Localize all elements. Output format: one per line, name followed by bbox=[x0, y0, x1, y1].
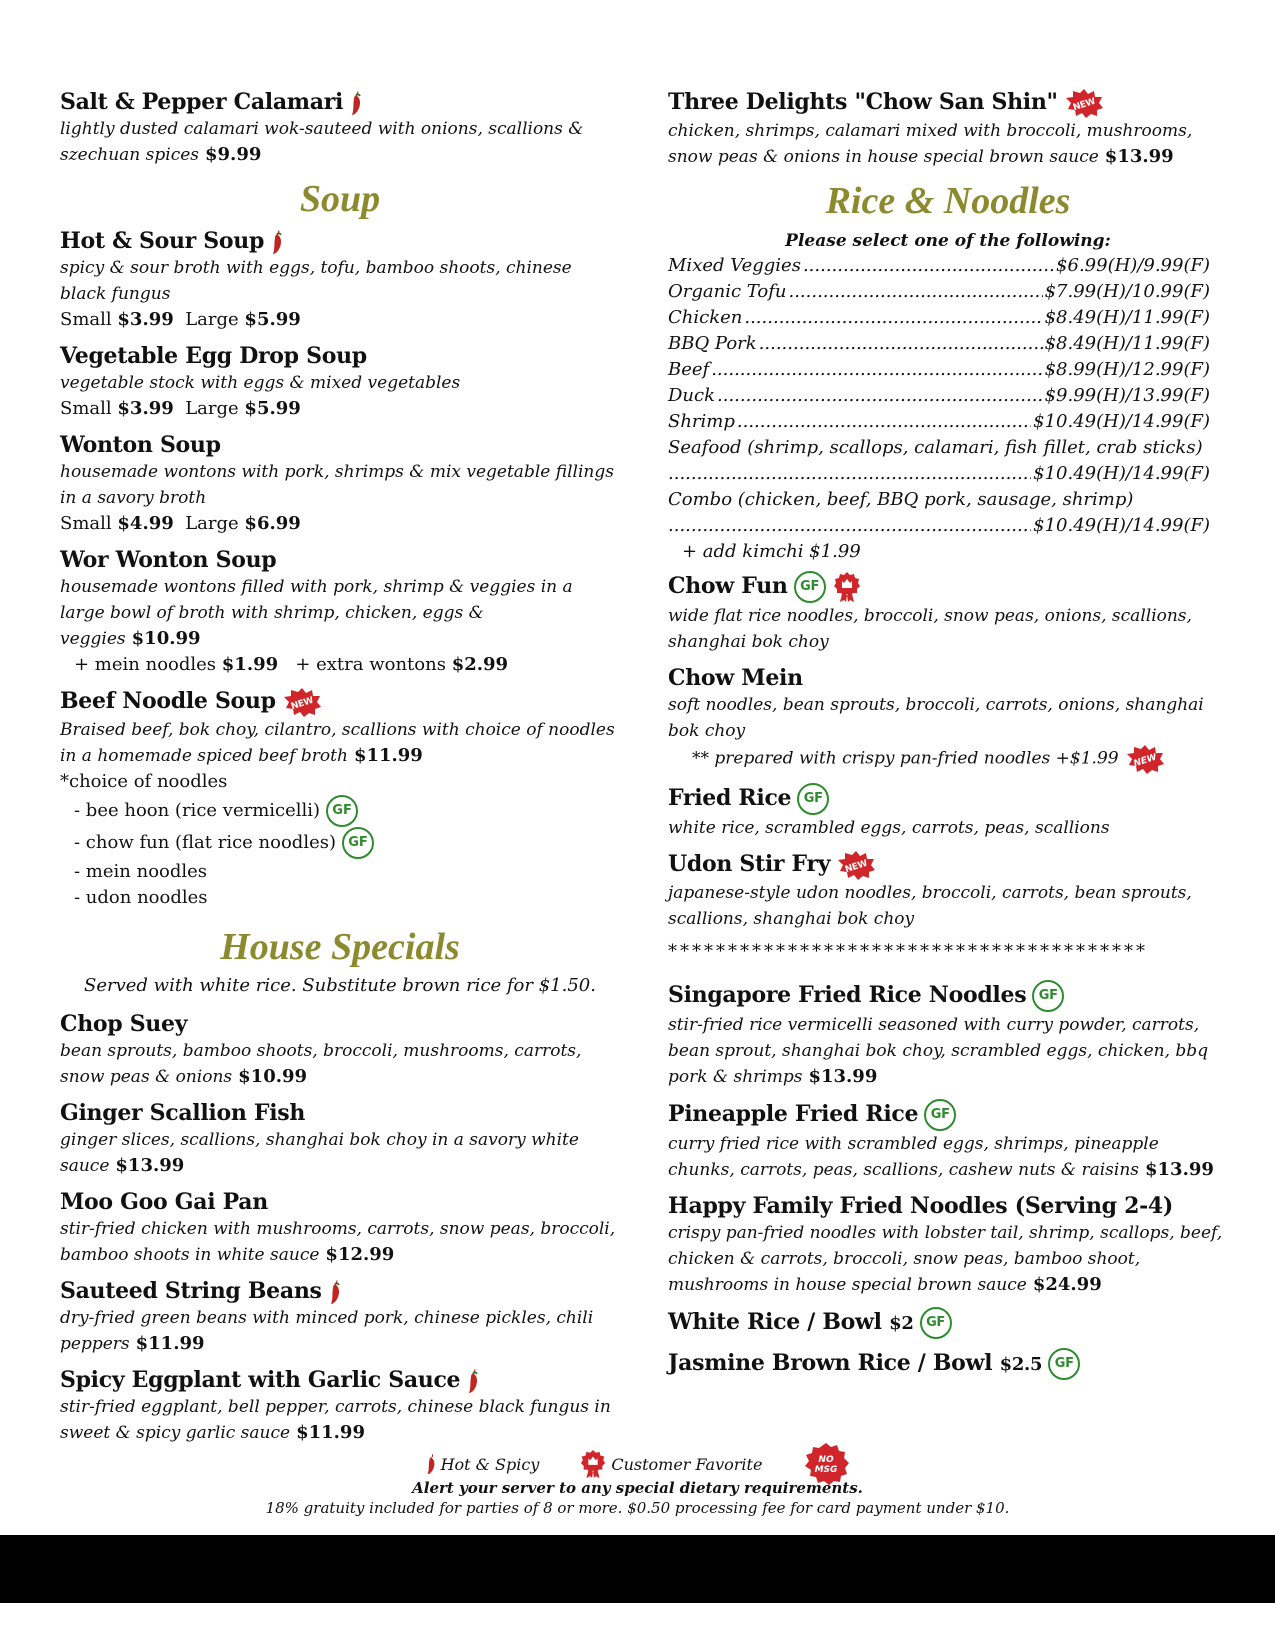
item-name: Three Delights "Chow San Shin" bbox=[668, 89, 1058, 115]
gluten-free-icon: GF bbox=[326, 795, 358, 827]
new-badge-icon bbox=[836, 850, 876, 880]
protein-price-list bbox=[668, 253, 1228, 565]
item-description: wide flat rice noodles, broccoli, snow peas, onions, scallions, shanghai bok choy bbox=[668, 606, 1192, 652]
gluten-free-icon: GF bbox=[920, 1307, 952, 1339]
item-price: $11.99 bbox=[353, 745, 423, 766]
protein-row: ..... $10.49(H)/14.99(F) bbox=[668, 461, 1210, 487]
item-description: housemade wontons with pork, shrimps & mix vegetable fillings in a savory broth bbox=[60, 462, 614, 508]
protein-row: Mixed Veggies ..... $6.99(H)/9.99(F) bbox=[668, 253, 1210, 279]
protein-row-label: Seafood (shrimp, scallops, calamari, fish fillet, crab sticks) bbox=[668, 437, 1203, 458]
item-name: Pineapple Fried Rice bbox=[668, 1101, 919, 1127]
item-name: Singapore Fried Rice Noodles bbox=[668, 982, 1027, 1008]
item-price: $10.99 bbox=[131, 628, 201, 649]
menu-item bbox=[60, 1099, 620, 1179]
item-price: $9.99 bbox=[205, 144, 262, 165]
gluten-free-icon: GF bbox=[797, 783, 829, 815]
svg-text:MSG: MSG bbox=[815, 1465, 838, 1475]
svg-text:NO: NO bbox=[818, 1455, 835, 1465]
legend-spicy-label: Hot & Spicy bbox=[440, 1454, 540, 1474]
menu-item bbox=[60, 88, 620, 168]
customer-favorite-icon bbox=[579, 1449, 607, 1479]
item-extra: ** prepared with crispy pan-fried noodles +$1.99 NEW bbox=[668, 744, 1228, 774]
svg-text:NEW: NEW bbox=[1132, 752, 1158, 770]
protein-row: Beef ..... $8.99(H)/12.99(F) bbox=[668, 357, 1210, 383]
item-description: ginger slices, scallions, shanghai bok choy in a savory white sauce bbox=[60, 1130, 579, 1176]
size-prices: Small $3.99 Large $5.99 bbox=[60, 309, 301, 330]
svg-text:NEW: NEW bbox=[1071, 96, 1097, 114]
menu-item bbox=[668, 571, 1228, 655]
dietary-alert: Alert your server to any special dietary requirements. bbox=[412, 1479, 863, 1497]
menu-item bbox=[60, 687, 620, 911]
protein-row: ..... $10.49(H)/14.99(F) bbox=[668, 513, 1210, 539]
right-column bbox=[668, 88, 1228, 1389]
protein-row-label: Combo (chicken, beef, BBQ pork, sausage, shrimp) bbox=[668, 489, 1134, 510]
item-price: $12.99 bbox=[325, 1244, 395, 1265]
gluten-free-icon: GF bbox=[342, 827, 374, 859]
item-name: Wor Wonton Soup bbox=[60, 547, 277, 573]
item-description: white rice, scrambled eggs, carrots, peas, scallions bbox=[668, 818, 1110, 838]
item-name: Chow Fun bbox=[668, 573, 788, 599]
section-title-soup: Soup bbox=[299, 178, 381, 220]
gluten-free-icon: GF bbox=[1032, 980, 1064, 1012]
size-prices: Small $3.99 Large $5.99 bbox=[60, 398, 301, 419]
item-price: $13.99 bbox=[115, 1155, 185, 1176]
menu-item bbox=[668, 850, 1228, 932]
menu-item bbox=[60, 227, 620, 333]
item-description: vegetable stock with eggs & mixed vegetables bbox=[60, 373, 461, 393]
addons: + mein noodles $1.99 + extra wontons $2.99 bbox=[74, 654, 509, 675]
item-price: $2 bbox=[889, 1313, 914, 1334]
item-description: lightly dusted calamari wok-sauteed with onions, scallions & szechuan spices bbox=[60, 119, 584, 165]
menu-item bbox=[60, 342, 620, 422]
bottom-black-bar bbox=[0, 1535, 1275, 1603]
item-name: White Rice / Bowl bbox=[668, 1309, 882, 1335]
menu-item bbox=[668, 1192, 1228, 1298]
item-description: japanese-style udon noodles, broccoli, carrots, bean sprouts, scallions, shanghai bok choy bbox=[668, 883, 1192, 929]
item-name: Moo Goo Gai Pan bbox=[60, 1189, 268, 1215]
menu-item bbox=[60, 1277, 620, 1357]
hot-spicy-pepper-icon bbox=[425, 1453, 437, 1475]
menu-item bbox=[668, 1348, 1228, 1380]
new-badge-icon bbox=[1125, 744, 1165, 774]
hot-spicy-pepper-icon bbox=[328, 1279, 342, 1305]
section-title-rice-noodles: Rice & Noodles bbox=[825, 180, 1071, 222]
protein-row: Shrimp ..... $10.49(H)/14.99(F) bbox=[668, 409, 1210, 435]
item-name: Udon Stir Fry bbox=[668, 851, 831, 877]
size-prices: Small $4.99 Large $6.99 bbox=[60, 513, 301, 534]
gluten-free-icon: GF bbox=[1048, 1348, 1080, 1380]
gratuity-note: 18% gratuity included for parties of 8 or more. $0.50 processing fee for card payment under $10. bbox=[265, 1499, 1010, 1517]
item-name: Vegetable Egg Drop Soup bbox=[60, 343, 367, 369]
protein-row: Duck ..... $9.99(H)/13.99(F) bbox=[668, 383, 1210, 409]
hot-spicy-pepper-icon bbox=[270, 229, 284, 255]
item-name: Beef Noodle Soup bbox=[60, 688, 276, 714]
noodle-option: - udon noodles bbox=[74, 887, 208, 908]
svg-text:NEW: NEW bbox=[289, 695, 315, 713]
item-name: Fried Rice bbox=[668, 785, 792, 811]
section-note: Served with white rice. Substitute brown rice for $1.50. bbox=[84, 975, 596, 996]
menu-item bbox=[60, 1010, 620, 1090]
menu-item bbox=[668, 1099, 1228, 1183]
protein-row: Organic Tofu ..... $7.99(H)/10.99(F) bbox=[668, 279, 1210, 305]
item-name: Jasmine Brown Rice / Bowl bbox=[668, 1350, 993, 1376]
menu-item bbox=[668, 783, 1228, 841]
item-name: Chow Mein bbox=[668, 665, 803, 691]
menu-item bbox=[668, 664, 1228, 774]
new-badge-icon bbox=[282, 687, 322, 717]
item-price: $2.5 bbox=[999, 1354, 1043, 1375]
hot-spicy-pepper-icon bbox=[349, 90, 363, 116]
item-name: Salt & Pepper Calamari bbox=[60, 89, 344, 115]
noodle-choice-label: *choice of noodles bbox=[60, 771, 228, 792]
item-description: stir-fried chicken with mushrooms, carrots, snow peas, broccoli, bamboo shoots in white sauce bbox=[60, 1219, 616, 1265]
noodle-option: - chow fun (flat rice noodles) GF bbox=[60, 827, 620, 859]
protein-row: Chicken ..... $8.49(H)/11.99(F) bbox=[668, 305, 1210, 331]
menu-item bbox=[60, 1188, 620, 1268]
svg-text:NEW: NEW bbox=[844, 858, 869, 876]
item-name: Happy Family Fried Noodles (Serving 2-4) bbox=[668, 1193, 1174, 1219]
item-price: $10.99 bbox=[238, 1066, 308, 1087]
section-title-house-specials: House Specials bbox=[220, 926, 460, 968]
item-price: $13.99 bbox=[808, 1066, 878, 1087]
item-price: $11.99 bbox=[135, 1333, 205, 1354]
menu-item bbox=[668, 88, 1228, 170]
item-name: Hot & Sour Soup bbox=[60, 228, 265, 254]
item-price: $24.99 bbox=[1032, 1274, 1102, 1295]
item-name: Wonton Soup bbox=[60, 432, 221, 458]
item-description: spicy & sour broth with eggs, tofu, bamboo shoots, chinese black fungus bbox=[60, 258, 572, 304]
legend bbox=[0, 1450, 1275, 1478]
item-description: Braised beef, bok choy, cilantro, scallions with choice of noodles in a homemade spiced beef broth bbox=[60, 720, 615, 766]
item-name: Chop Suey bbox=[60, 1011, 188, 1037]
item-description: stir-fried rice vermicelli seasoned with curry powder, carrots, bean sprout, shanghai bok choy, scrambled eggs, chicken, bbq pork & shrimps bbox=[668, 1015, 1209, 1087]
hot-spicy-pepper-icon bbox=[466, 1368, 480, 1394]
item-description: housemade wontons filled with pork, shrimp & veggies in a large bowl of broth with shrimp, chicken, eggs & veggies bbox=[60, 577, 573, 649]
item-price: $11.99 bbox=[296, 1422, 365, 1443]
new-badge-icon bbox=[1064, 88, 1104, 118]
menu-item bbox=[60, 1366, 620, 1446]
star-divider: **************************************** bbox=[668, 941, 1148, 962]
customer-favorite-icon bbox=[832, 571, 862, 603]
gluten-free-icon: GF bbox=[924, 1099, 956, 1131]
item-name: Ginger Scallion Fish bbox=[60, 1100, 306, 1126]
menu-item bbox=[60, 546, 620, 678]
noodle-option: - bee hoon (rice vermicelli) GF bbox=[60, 795, 620, 827]
item-name: Spicy Eggplant with Garlic Sauce bbox=[60, 1367, 461, 1393]
item-price: $13.99 bbox=[1145, 1159, 1214, 1180]
gluten-free-icon: GF bbox=[794, 571, 826, 603]
legend-favorite-label: Customer Favorite bbox=[611, 1454, 763, 1474]
item-description: stir-fried eggplant, bell pepper, carrots, chinese black fungus in sweet & spicy garlic sauce bbox=[60, 1397, 611, 1443]
item-name: Sauteed String Beans bbox=[60, 1278, 322, 1304]
item-description: soft noodles, bean sprouts, broccoli, carrots, onions, shanghai bok choy bbox=[668, 695, 1204, 741]
item-description: curry fried rice with scrambled eggs, shrimps, pineapple chunks, carrots, peas, scallions, cashew nuts & raisins bbox=[668, 1134, 1159, 1180]
noodle-option: - mein noodles bbox=[74, 861, 208, 882]
item-description: chicken, shrimps, calamari mixed with broccoli, mushrooms, snow peas & onions in house special brown sauce bbox=[668, 121, 1193, 167]
menu-item bbox=[60, 431, 620, 537]
item-description: dry-fried green beans with minced pork, chinese pickles, chili peppers bbox=[60, 1308, 594, 1354]
item-price: $13.99 bbox=[1104, 146, 1174, 167]
left-column bbox=[60, 88, 620, 1455]
item-description: crispy pan-fried noodles with lobster tail, shrimp, scallops, beef, chicken & carrots, broccoli, snow peas, bamboo shoot, mushrooms in house special brown sauce bbox=[668, 1223, 1223, 1295]
selection-instructions: Please select one of the following: bbox=[785, 231, 1111, 251]
menu-item bbox=[668, 980, 1228, 1090]
protein-row: BBQ Pork ..... $8.49(H)/11.99(F) bbox=[668, 331, 1210, 357]
menu-item bbox=[668, 1307, 1228, 1339]
kimchi-addon: + add kimchi $1.99 bbox=[682, 541, 861, 562]
item-description: bean sprouts, bamboo shoots, broccoli, mushrooms, carrots, snow peas & onions bbox=[60, 1041, 582, 1087]
footer bbox=[0, 1450, 1275, 1518]
